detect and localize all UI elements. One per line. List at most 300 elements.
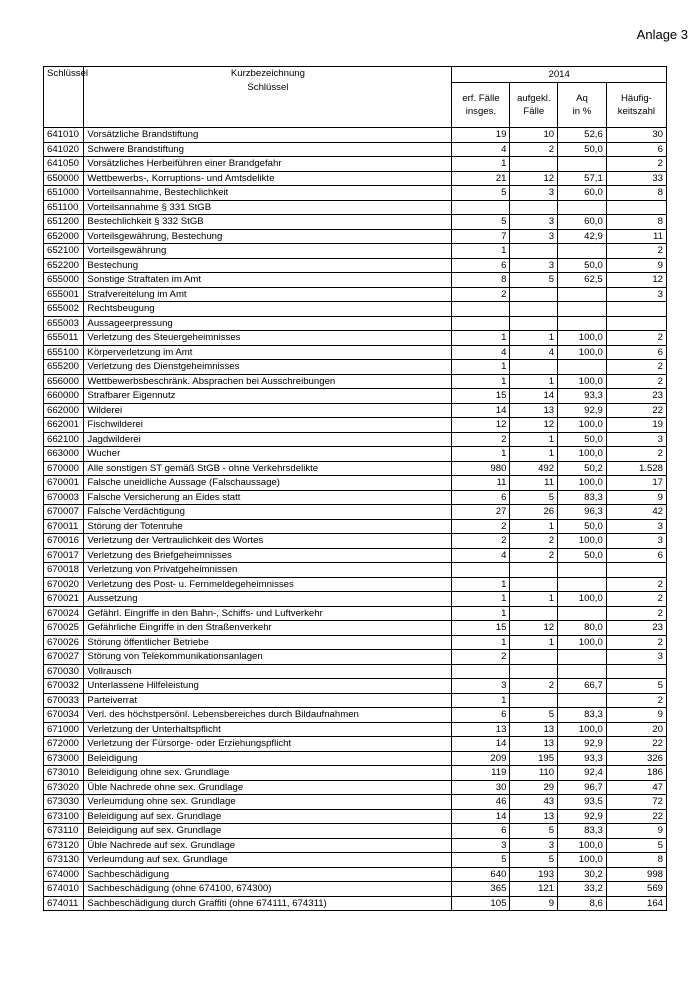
cell-hz: 23 — [606, 621, 666, 636]
table-row — [44, 621, 667, 636]
cell-aufg: 29 — [510, 780, 558, 795]
cell-aufg: 12 — [510, 621, 558, 636]
cell-key: 651100 — [44, 200, 84, 215]
cell-key: 670032 — [44, 679, 84, 694]
table-row — [44, 751, 667, 766]
cell-aq — [558, 244, 607, 259]
cell-hz: 11 — [606, 229, 666, 244]
cell-key: 670003 — [44, 490, 84, 505]
cell-aufg: 11 — [510, 476, 558, 491]
cell-aq: 100,0 — [558, 331, 607, 346]
table-row — [44, 592, 667, 607]
cell-aq: 80,0 — [558, 621, 607, 636]
cell-aufg: 1 — [510, 592, 558, 607]
cell-name: Verletzung von Privatgeheimnissen — [84, 563, 452, 578]
cell-aufg: 26 — [510, 505, 558, 520]
cell-key: 641020 — [44, 142, 84, 157]
cell-aufg — [510, 316, 558, 331]
cell-aq: 100,0 — [558, 722, 607, 737]
table-row — [44, 403, 667, 418]
cell-name: Unterlassene Hilfeleistung — [84, 679, 452, 694]
cell-erf: 4 — [452, 142, 510, 157]
cell-erf: 6 — [452, 708, 510, 723]
cell-erf: 1 — [452, 635, 510, 650]
cell-key: 674011 — [44, 896, 84, 911]
cell-key: 673000 — [44, 751, 84, 766]
cell-aq: 92,9 — [558, 809, 607, 824]
cell-aq: 62,5 — [558, 273, 607, 288]
cell-name: Falsche Versicherung an Eides statt — [84, 490, 452, 505]
cell-key: 670000 — [44, 461, 84, 476]
table-body — [44, 128, 667, 911]
cell-hz: 3 — [606, 534, 666, 549]
cell-key: 670024 — [44, 606, 84, 621]
cell-erf: 1 — [452, 606, 510, 621]
cell-hz: 9 — [606, 708, 666, 723]
cell-hz: 2 — [606, 447, 666, 462]
cell-aufg: 193 — [510, 867, 558, 882]
cell-aq: 60,0 — [558, 215, 607, 230]
cell-hz: 9 — [606, 824, 666, 839]
cell-name: Störung der Totenruhe — [84, 519, 452, 534]
cell-hz: 2 — [606, 577, 666, 592]
cell-hz: 22 — [606, 809, 666, 824]
cell-erf: 14 — [452, 403, 510, 418]
cell-hz: 8 — [606, 853, 666, 868]
cell-erf: 2 — [452, 287, 510, 302]
cell-name: Wilderei — [84, 403, 452, 418]
cell-aq: 83,3 — [558, 824, 607, 839]
cell-aufg — [510, 302, 558, 317]
cell-name: Rechtsbeugung — [84, 302, 452, 317]
cell-name: Falsche Verdächtigung — [84, 505, 452, 520]
cell-hz: 2 — [606, 360, 666, 375]
cell-aq: 92,9 — [558, 737, 607, 752]
table-row — [44, 534, 667, 549]
table-row — [44, 563, 667, 578]
cell-erf: 209 — [452, 751, 510, 766]
cell-aq — [558, 650, 607, 665]
cell-hz: 23 — [606, 389, 666, 404]
cell-key: 673100 — [44, 809, 84, 824]
cell-erf: 13 — [452, 722, 510, 737]
cell-aq: 30,2 — [558, 867, 607, 882]
cell-key: 670030 — [44, 664, 84, 679]
cell-aufg: 9 — [510, 896, 558, 911]
cell-erf: 1 — [452, 360, 510, 375]
table-row — [44, 360, 667, 375]
cell-aq: 60,0 — [558, 186, 607, 201]
cell-hz: 326 — [606, 751, 666, 766]
cell-key: 670034 — [44, 708, 84, 723]
cell-key: 670020 — [44, 577, 84, 592]
cell-hz — [606, 664, 666, 679]
cell-aq: 50,0 — [558, 142, 607, 157]
cell-name: Verletzung der Unterhaltspflicht — [84, 722, 452, 737]
cell-name: Verletzung der Vertraulichkeit des Wortes — [84, 534, 452, 549]
cell-key: 673010 — [44, 766, 84, 781]
cell-aq: 83,3 — [558, 490, 607, 505]
cell-hz: 47 — [606, 780, 666, 795]
cell-erf: 1 — [452, 592, 510, 607]
cell-aq: 100,0 — [558, 374, 607, 389]
cell-name: Sachbeschädigung (ohne 674100, 674300) — [84, 882, 452, 897]
cell-aq — [558, 316, 607, 331]
cell-name: Vorteilsannahme § 331 StGB — [84, 200, 452, 215]
cell-name: Vorsätzliches Herbeiführen einer Brandgefahr — [84, 157, 452, 172]
cell-name: Bestechung — [84, 258, 452, 273]
cell-aufg — [510, 577, 558, 592]
table-row — [44, 447, 667, 462]
table-row — [44, 273, 667, 288]
table-row — [44, 287, 667, 302]
cell-erf: 119 — [452, 766, 510, 781]
cell-name: Sonstige Straftaten im Amt — [84, 273, 452, 288]
cell-aq — [558, 664, 607, 679]
page-label: Anlage 3 — [636, 27, 688, 42]
cell-aufg — [510, 664, 558, 679]
cell-aufg: 12 — [510, 171, 558, 186]
cell-aufg: 3 — [510, 229, 558, 244]
cell-key: 651000 — [44, 186, 84, 201]
table-row — [44, 374, 667, 389]
cell-key: 673130 — [44, 853, 84, 868]
cell-erf: 2 — [452, 650, 510, 665]
cell-key: 670033 — [44, 693, 84, 708]
table-row — [44, 853, 667, 868]
cell-hz — [606, 200, 666, 215]
cell-key: 652000 — [44, 229, 84, 244]
cell-name: Alle sonstigen ST gemäß StGB - ohne Verkehrsdelikte — [84, 461, 452, 476]
table-row — [44, 171, 667, 186]
cell-aq — [558, 360, 607, 375]
table-row — [44, 229, 667, 244]
cell-key: 670021 — [44, 592, 84, 607]
cell-name: Wettbewerbsbeschränk. Absprachen bei Ausschreibungen — [84, 374, 452, 389]
cell-hz: 3 — [606, 432, 666, 447]
cell-key: 655200 — [44, 360, 84, 375]
cell-aq: 50,0 — [558, 519, 607, 534]
cell-name: Aussageerpressung — [84, 316, 452, 331]
table-row — [44, 200, 667, 215]
cell-hz: 2 — [606, 244, 666, 259]
cell-erf: 640 — [452, 867, 510, 882]
cell-name: Beleidigung auf sex. Grundlage — [84, 809, 452, 824]
cell-hz: 164 — [606, 896, 666, 911]
cell-erf: 5 — [452, 215, 510, 230]
cell-aufg — [510, 360, 558, 375]
cell-key: 673030 — [44, 795, 84, 810]
table-row — [44, 882, 667, 897]
cell-name: Körperverletzung im Amt — [84, 345, 452, 360]
cell-aq: 100,0 — [558, 838, 607, 853]
cell-key: 670011 — [44, 519, 84, 534]
cell-key: 674000 — [44, 867, 84, 882]
cell-aq: 66,7 — [558, 679, 607, 694]
cell-erf — [452, 563, 510, 578]
cell-erf: 6 — [452, 490, 510, 505]
cell-erf: 8 — [452, 273, 510, 288]
cell-key: 670017 — [44, 548, 84, 563]
cell-aufg: 1 — [510, 374, 558, 389]
cell-name: Vollrausch — [84, 664, 452, 679]
cell-name: Schwere Brandstiftung — [84, 142, 452, 157]
table-row — [44, 896, 667, 911]
cell-hz: 33 — [606, 171, 666, 186]
cell-aufg: 110 — [510, 766, 558, 781]
cell-aq: 100,0 — [558, 635, 607, 650]
cell-name: Gefährl. Eingriffe in den Bahn-, Schiffs- und Luftverkehr — [84, 606, 452, 621]
cell-key: 674010 — [44, 882, 84, 897]
cell-aq: 96,7 — [558, 780, 607, 795]
cell-aq — [558, 157, 607, 172]
table-row — [44, 548, 667, 563]
cell-aufg: 5 — [510, 708, 558, 723]
cell-aq — [558, 577, 607, 592]
cell-erf: 15 — [452, 389, 510, 404]
cell-erf: 12 — [452, 418, 510, 433]
cell-key: 655011 — [44, 331, 84, 346]
cell-key: 662000 — [44, 403, 84, 418]
cell-aq: 50,0 — [558, 432, 607, 447]
cell-hz: 22 — [606, 737, 666, 752]
table-row — [44, 606, 667, 621]
cell-name: Verletzung des Briefgeheimnisses — [84, 548, 452, 563]
cell-aq — [558, 200, 607, 215]
cell-erf: 21 — [452, 171, 510, 186]
cell-erf: 3 — [452, 838, 510, 853]
cell-name: Beleidigung — [84, 751, 452, 766]
table-row — [44, 316, 667, 331]
cell-aufg: 1 — [510, 447, 558, 462]
cell-hz: 3 — [606, 650, 666, 665]
cell-key: 672000 — [44, 737, 84, 752]
cell-name: Beleidigung auf sex. Grundlage — [84, 824, 452, 839]
table-row — [44, 505, 667, 520]
cell-key: 663000 — [44, 447, 84, 462]
cell-key: 670026 — [44, 635, 84, 650]
cell-aufg — [510, 606, 558, 621]
cell-erf: 1 — [452, 244, 510, 259]
cell-erf: 3 — [452, 679, 510, 694]
cell-key: 650000 — [44, 171, 84, 186]
cell-hz: 1.528 — [606, 461, 666, 476]
cell-aufg — [510, 200, 558, 215]
cell-aq — [558, 693, 607, 708]
cell-hz: 2 — [606, 157, 666, 172]
cell-key: 651200 — [44, 215, 84, 230]
table-row — [44, 577, 667, 592]
cell-name: Verletzung des Post- u. Fernmeldegeheimnisses — [84, 577, 452, 592]
cell-erf: 365 — [452, 882, 510, 897]
cell-erf: 2 — [452, 534, 510, 549]
cell-aq: 57,1 — [558, 171, 607, 186]
cell-hz: 3 — [606, 287, 666, 302]
cell-key: 670001 — [44, 476, 84, 491]
table-row — [44, 635, 667, 650]
cell-aq: 33,2 — [558, 882, 607, 897]
cell-erf: 15 — [452, 621, 510, 636]
table-row — [44, 331, 667, 346]
cell-name: Verletzung des Dienstgeheimnisses — [84, 360, 452, 375]
cell-name: Störung öffentlicher Betriebe — [84, 635, 452, 650]
cell-key: 673120 — [44, 838, 84, 853]
cell-aq: 92,4 — [558, 766, 607, 781]
cell-key: 652200 — [44, 258, 84, 273]
cell-name: Wucher — [84, 447, 452, 462]
cell-hz: 72 — [606, 795, 666, 810]
cell-aq: 93,3 — [558, 751, 607, 766]
cell-aq: 100,0 — [558, 447, 607, 462]
cell-aq: 100,0 — [558, 853, 607, 868]
header-aq: Aq in % — [558, 83, 607, 128]
cell-aq: 50,0 — [558, 258, 607, 273]
table-row — [44, 737, 667, 752]
cell-name: Jagdwilderei — [84, 432, 452, 447]
cell-aufg: 4 — [510, 345, 558, 360]
cell-name: Störung von Telekommunikationsanlagen — [84, 650, 452, 665]
cell-hz: 2 — [606, 374, 666, 389]
cell-key: 641050 — [44, 157, 84, 172]
table-row — [44, 128, 667, 143]
cell-aufg: 2 — [510, 548, 558, 563]
cell-aufg: 3 — [510, 838, 558, 853]
cell-hz: 6 — [606, 345, 666, 360]
table-row — [44, 157, 667, 172]
cell-aq — [558, 302, 607, 317]
cell-aq: 100,0 — [558, 418, 607, 433]
cell-aq: 50,2 — [558, 461, 607, 476]
cell-key: 641010 — [44, 128, 84, 143]
table-row — [44, 679, 667, 694]
header-key: Schlüssel — [44, 67, 84, 128]
cell-aufg: 2 — [510, 679, 558, 694]
cell-key: 673110 — [44, 824, 84, 839]
cell-hz: 569 — [606, 882, 666, 897]
cell-name: Parteiverrat — [84, 693, 452, 708]
cell-erf: 14 — [452, 737, 510, 752]
table-row — [44, 461, 667, 476]
cell-erf: 11 — [452, 476, 510, 491]
cell-aufg — [510, 244, 558, 259]
cell-name: Vorteilsgewährung — [84, 244, 452, 259]
cell-name: Strafbarer Eigennutz — [84, 389, 452, 404]
cell-aufg: 13 — [510, 809, 558, 824]
cell-erf: 5 — [452, 186, 510, 201]
cell-key: 673020 — [44, 780, 84, 795]
cell-aq — [558, 563, 607, 578]
cell-aufg: 13 — [510, 722, 558, 737]
cell-aq: 93,5 — [558, 795, 607, 810]
cell-hz: 2 — [606, 331, 666, 346]
cell-key: 655003 — [44, 316, 84, 331]
cell-name: Vorteilsannahme, Bestechlichkeit — [84, 186, 452, 201]
cell-erf: 4 — [452, 548, 510, 563]
table-row — [44, 766, 667, 781]
cell-key: 671000 — [44, 722, 84, 737]
cell-aufg: 10 — [510, 128, 558, 143]
cell-aq: 100,0 — [558, 345, 607, 360]
table-row — [44, 867, 667, 882]
cell-name: Wettbewerbs-, Korruptions- und Amtsdelikte — [84, 171, 452, 186]
cell-key: 670025 — [44, 621, 84, 636]
table-row — [44, 838, 667, 853]
cell-hz — [606, 563, 666, 578]
cell-hz — [606, 302, 666, 317]
header-name: Kurzbezeichnung Schlüssel — [84, 67, 452, 128]
cell-hz — [606, 316, 666, 331]
table-row — [44, 693, 667, 708]
cell-erf — [452, 200, 510, 215]
cell-aq: 83,3 — [558, 708, 607, 723]
cell-hz: 2 — [606, 592, 666, 607]
cell-erf: 14 — [452, 809, 510, 824]
header-erf: erf. Fälle insges. — [452, 83, 510, 128]
table-row — [44, 490, 667, 505]
cell-aq: 8,6 — [558, 896, 607, 911]
cell-name: Verleumdung ohne sex. Grundlage — [84, 795, 452, 810]
cell-hz: 2 — [606, 606, 666, 621]
cell-hz: 20 — [606, 722, 666, 737]
header-hz: Häufig- keitszahl — [606, 83, 666, 128]
table-row — [44, 418, 667, 433]
cell-name: Sachbeschädigung durch Graffiti (ohne 674111, 674311) — [84, 896, 452, 911]
cell-name: Verletzung der Fürsorge- oder Erziehungspflicht — [84, 737, 452, 752]
table-row — [44, 186, 667, 201]
cell-aufg: 14 — [510, 389, 558, 404]
table-row — [44, 650, 667, 665]
cell-hz: 186 — [606, 766, 666, 781]
cell-hz: 22 — [606, 403, 666, 418]
cell-aq: 100,0 — [558, 534, 607, 549]
cell-hz: 2 — [606, 693, 666, 708]
cell-erf: 2 — [452, 432, 510, 447]
cell-name: Verletzung des Steuergeheimnisses — [84, 331, 452, 346]
cell-name: Verl. des höchstpersönl. Lebensbereiches durch Bildaufnahmen — [84, 708, 452, 723]
table-row — [44, 519, 667, 534]
cell-name: Gefährliche Eingriffe in den Straßenverkehr — [84, 621, 452, 636]
cell-hz: 3 — [606, 519, 666, 534]
cell-erf: 1 — [452, 331, 510, 346]
cell-aufg: 2 — [510, 534, 558, 549]
cell-hz: 9 — [606, 490, 666, 505]
cell-name: Beleidigung ohne sex. Grundlage — [84, 766, 452, 781]
cell-aufg — [510, 157, 558, 172]
cell-aufg: 1 — [510, 432, 558, 447]
cell-aufg — [510, 287, 558, 302]
cell-erf: 2 — [452, 519, 510, 534]
cell-key: 655002 — [44, 302, 84, 317]
cell-aufg — [510, 563, 558, 578]
header-aufg: aufgekl. Fälle — [510, 83, 558, 128]
cell-aq: 100,0 — [558, 592, 607, 607]
cell-aufg: 3 — [510, 215, 558, 230]
cell-aufg: 12 — [510, 418, 558, 433]
cell-hz: 5 — [606, 679, 666, 694]
table-row — [44, 345, 667, 360]
cell-hz: 2 — [606, 635, 666, 650]
cell-aufg: 5 — [510, 273, 558, 288]
cell-hz: 42 — [606, 505, 666, 520]
cell-erf — [452, 664, 510, 679]
cell-erf: 5 — [452, 853, 510, 868]
cell-aufg: 492 — [510, 461, 558, 476]
cell-hz: 998 — [606, 867, 666, 882]
cell-erf: 1 — [452, 157, 510, 172]
cell-erf: 980 — [452, 461, 510, 476]
table-row — [44, 432, 667, 447]
cell-erf — [452, 302, 510, 317]
